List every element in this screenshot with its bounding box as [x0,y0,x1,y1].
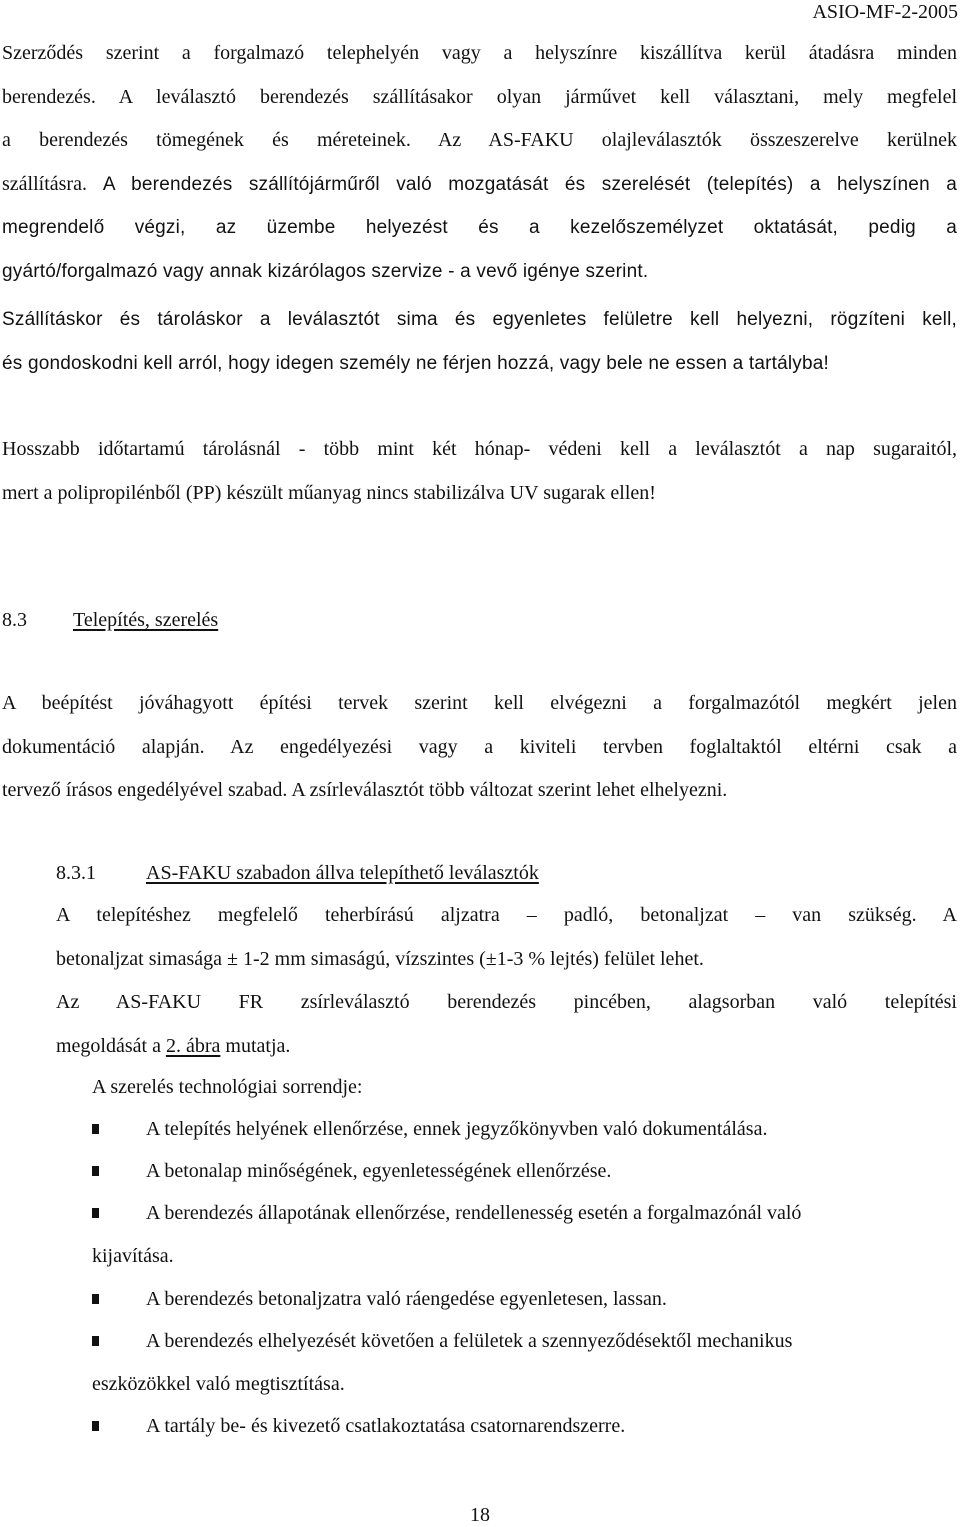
text-line: Szállításkor és tároláskor a leválasztót sima és egyenletes felületre kell helyezni, rögzíteni kell, [2,309,957,330]
text-line: a berendezés tömegének és méreteinek. Az AS-FAKU olajleválasztók összeszerelve kerülnek [2,129,957,151]
section-8-3-paragraph [2,682,957,813]
longterm-storage-paragraph [2,428,957,515]
square-bullet-icon [92,1124,99,1134]
storage-paragraph [2,298,957,385]
text-line: A beépítést jóváhagyott építési tervek szerint kell elvégezni a forgalmazótól megkért jelen [2,692,957,714]
list-item-text: A betonalap minőségének, egyenletességének ellenőrzése. [146,1160,612,1182]
list-item-text: A telepítés helyének ellenőrzése, ennek jegyzőkönyvben való dokumentálása. [146,1118,768,1140]
intro-paragraph [2,32,957,293]
text-line: Szerződés szerint a forgalmazó telephelyén vagy a helyszínre kiszállítva kerül átadásra minden [2,42,957,64]
text-line: berendezés. A leválasztó berendezés szállításakor olyan járművet kell választani, mely megfelel [2,85,957,108]
square-bullet-icon [92,1421,99,1431]
text-line: gyártó/forgalmazó vagy annak kizárólagos szervize - a vevő igénye szerint. [2,260,649,282]
square-bullet-icon [92,1294,99,1304]
text-segment: szállításra. [2,172,87,195]
page-number: 18 [470,1504,490,1526]
text-line: Az AS-FAKU FR zsírleválasztó berendezés pincében, alagsorban való telepítési [56,991,957,1013]
text-line: és gondoskodni kell arról, hogy idegen személy ne férjen hozzá, vagy bele ne essen a tartályba! [2,352,829,374]
section-number: 8.3 [2,609,27,631]
list-item-text: kijavítása. [92,1245,174,1267]
text-segment: A berendezés szállítójárműről való mozgatását és szerelését (telepítés) a helyszínen a [102,173,958,195]
section-8-3-1-paragraph [56,894,957,1068]
tech-order-title-text: A szerelés technológiai sorrendje: [92,1076,363,1098]
document-code: ASIO-MF-2-2005 [812,1,958,23]
text-line: mert a polipropilénből (PP) készült műanyag nincs stabilizálva UV sugarak ellen! [2,481,656,504]
text-segment: megoldását a [56,1034,166,1057]
square-bullet-icon [92,1208,99,1218]
list-item-text: A berendezés állapotának ellenőrzése, rendellenesség esetén a forgalmazónál való [146,1202,802,1224]
section-title: Telepítés, szerelés [73,609,219,631]
list-item-text: A tartály be- és kivezető csatlakoztatása csatornarendszerre. [146,1415,626,1437]
text-line: Hosszabb időtartamú tárolásnál - több mint két hónap- védeni kell a leválasztót a nap sugaraitól, [2,438,957,460]
text-line: A telepítéshez megfelelő teherbírású aljzatra – padló, betonaljzat – van szükség. A [56,904,957,926]
text-line: dokumentáció alapján. Az engedélyezési vagy a kiviteli tervben foglaltaktól eltérni csak a [2,735,957,758]
text-line [2,163,957,207]
text-line: betonaljzat simasága ± 1-2 mm simaságú, vízszintes (±1-3 % lejtés) felület lehet. [56,947,704,970]
figure-reference-link[interactable]: 2. ábra [165,1034,221,1057]
list-item-text: A berendezés betonaljzatra való ráengedése egyenletesen, lassan. [146,1288,667,1310]
text-line: tervező írásos engedélyével szabad. A zsírleválasztót több változat szerint lehet elhelyezni. [2,779,728,801]
subsection-number: 8.3.1 [56,862,96,884]
text-line [56,1025,957,1069]
list-item-text: A berendezés elhelyezését követően a felületek a szennyeződésektől mechanikus [146,1330,793,1352]
square-bullet-icon [92,1336,99,1346]
text-line: megrendelő végzi, az üzembe helyezést és a kezelőszemélyzet oktatását, pedig a [2,217,957,238]
subsection-title: AS-FAKU szabadon állva telepíthető leválasztók [146,862,539,884]
list-item-text: eszközökkel való megtisztítása. [92,1373,345,1395]
text-segment: mutatja. [220,1034,291,1057]
square-bullet-icon [92,1166,99,1176]
